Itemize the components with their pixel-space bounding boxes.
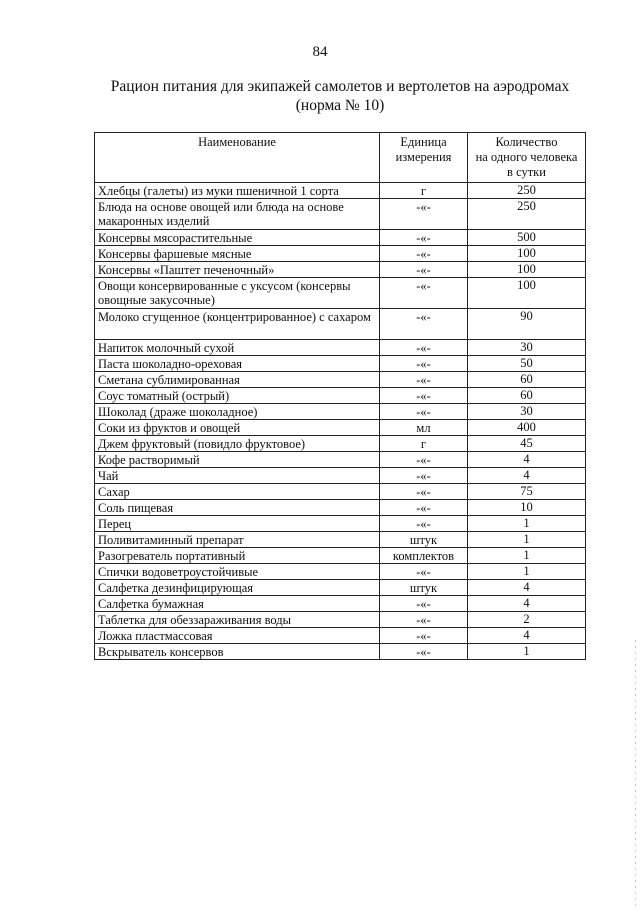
table-row	[95, 372, 586, 388]
unit-cell: -«-	[380, 199, 468, 230]
quantity-cell: 4	[468, 628, 586, 644]
header-unit: Единица измерения	[380, 133, 468, 183]
item-name-cell: Вскрыватель консервов	[95, 644, 380, 660]
table-row	[95, 262, 586, 278]
table-row	[95, 516, 586, 532]
quantity-cell: 2	[468, 612, 586, 628]
quantity-cell: 100	[468, 246, 586, 262]
quantity-cell: 4	[468, 452, 586, 468]
quantity-cell: 100	[468, 278, 586, 309]
item-name-cell: Кофе растворимый	[95, 452, 380, 468]
item-name-cell: Соки из фруктов и овощей	[95, 420, 380, 436]
unit-cell: -«-	[380, 278, 468, 309]
table-row	[95, 183, 586, 199]
table-row	[95, 436, 586, 452]
quantity-cell: 1	[468, 532, 586, 548]
quantity-cell: 100	[468, 262, 586, 278]
item-name-cell: Соль пищевая	[95, 500, 380, 516]
ration-table	[94, 132, 586, 660]
table-row	[95, 388, 586, 404]
table-row	[95, 246, 586, 262]
unit-cell: г	[380, 436, 468, 452]
table-row	[95, 278, 586, 309]
unit-cell: -«-	[380, 246, 468, 262]
item-name-cell: Молоко сгущенное (концентрированное) с сахаром	[95, 309, 380, 340]
quantity-cell: 1	[468, 548, 586, 564]
quantity-cell: 400	[468, 420, 586, 436]
quantity-cell: 30	[468, 340, 586, 356]
quantity-cell: 60	[468, 388, 586, 404]
item-name-cell: Овощи консервированные с уксусом (консервы овощные закусочные)	[95, 278, 380, 309]
quantity-cell: 4	[468, 468, 586, 484]
unit-cell: -«-	[380, 452, 468, 468]
unit-cell: -«-	[380, 372, 468, 388]
table-row	[95, 564, 586, 580]
item-name-cell: Сметана сублимированная	[95, 372, 380, 388]
quantity-cell: 45	[468, 436, 586, 452]
unit-cell: -«-	[380, 596, 468, 612]
item-name-cell: Сахар	[95, 484, 380, 500]
unit-cell: -«-	[380, 404, 468, 420]
title-line-1: Рацион питания для экипажей самолетов и вертолетов на аэродромах	[110, 78, 570, 95]
table-row	[95, 644, 586, 660]
item-name-cell: Соус томатный (острый)	[95, 388, 380, 404]
unit-cell: штук	[380, 580, 468, 596]
unit-cell: штук	[380, 532, 468, 548]
unit-cell: -«-	[380, 644, 468, 660]
table-row	[95, 484, 586, 500]
item-name-cell: Спички водоветроустойчивые	[95, 564, 380, 580]
quantity-cell: 60	[468, 372, 586, 388]
unit-cell: -«-	[380, 468, 468, 484]
table-row	[95, 628, 586, 644]
unit-cell: -«-	[380, 340, 468, 356]
quantity-cell: 4	[468, 580, 586, 596]
item-name-cell: Салфетка бумажная	[95, 596, 380, 612]
unit-cell: -«-	[380, 516, 468, 532]
item-name-cell: Перец	[95, 516, 380, 532]
table-row	[95, 548, 586, 564]
quantity-cell: 250	[468, 183, 586, 199]
quantity-cell: 30	[468, 404, 586, 420]
table-row	[95, 309, 586, 340]
table-row	[95, 532, 586, 548]
table-row	[95, 340, 586, 356]
unit-cell: -«-	[380, 309, 468, 340]
quantity-cell: 75	[468, 484, 586, 500]
unit-cell: -«-	[380, 500, 468, 516]
page-number: 84	[312, 44, 328, 60]
quantity-cell: 500	[468, 230, 586, 246]
table-row	[95, 612, 586, 628]
document-title	[60, 77, 620, 115]
quantity-cell: 1	[468, 644, 586, 660]
unit-cell: -«-	[380, 356, 468, 372]
item-name-cell: Напиток молочный сухой	[95, 340, 380, 356]
title-line-2: (норма № 10)	[295, 97, 385, 114]
table-row	[95, 420, 586, 436]
quantity-cell: 250	[468, 199, 586, 230]
item-name-cell: Поливитаминный препарат	[95, 532, 380, 548]
scan-fold-mark	[635, 640, 636, 910]
table-row	[95, 468, 586, 484]
quantity-cell: 50	[468, 356, 586, 372]
header-quantity: Количество на одного человека в сутки	[468, 133, 586, 183]
table-row	[95, 199, 586, 230]
unit-cell: г	[380, 183, 468, 199]
table-row	[95, 404, 586, 420]
item-name-cell: Салфетка дезинфицирующая	[95, 580, 380, 596]
unit-cell: -«-	[380, 262, 468, 278]
table-row	[95, 452, 586, 468]
unit-cell: -«-	[380, 564, 468, 580]
item-name-cell: Чай	[95, 468, 380, 484]
item-name-cell: Таблетка для обеззараживания воды	[95, 612, 380, 628]
quantity-cell: 90	[468, 309, 586, 340]
table-row	[95, 230, 586, 246]
table-header-row	[95, 133, 586, 183]
table-row	[95, 580, 586, 596]
unit-cell: мл	[380, 420, 468, 436]
table-row	[95, 500, 586, 516]
unit-cell: -«-	[380, 230, 468, 246]
item-name-cell: Разогреватель портативный	[95, 548, 380, 564]
unit-cell: -«-	[380, 484, 468, 500]
item-name-cell: Джем фруктовый (повидло фруктовое)	[95, 436, 380, 452]
unit-cell: комплектов	[380, 548, 468, 564]
quantity-cell: 1	[468, 564, 586, 580]
item-name-cell: Консервы «Паштет печеночный»	[95, 262, 380, 278]
header-name: Наименование	[95, 133, 380, 183]
quantity-cell: 10	[468, 500, 586, 516]
item-name-cell: Блюда на основе овощей или блюда на основе макаронных изделий	[95, 199, 380, 230]
item-name-cell: Паста шоколадно-ореховая	[95, 356, 380, 372]
item-name-cell: Шоколад (драже шоколадное)	[95, 404, 380, 420]
table-row	[95, 596, 586, 612]
unit-cell: -«-	[380, 612, 468, 628]
item-name-cell: Консервы мясорастительные	[95, 230, 380, 246]
quantity-cell: 1	[468, 516, 586, 532]
item-name-cell: Хлебцы (галеты) из муки пшеничной 1 сорта	[95, 183, 380, 199]
quantity-cell: 4	[468, 596, 586, 612]
unit-cell: -«-	[380, 628, 468, 644]
table-body	[95, 183, 586, 660]
unit-cell: -«-	[380, 388, 468, 404]
table-row	[95, 356, 586, 372]
item-name-cell: Ложка пластмассовая	[95, 628, 380, 644]
item-name-cell: Консервы фаршевые мясные	[95, 246, 380, 262]
